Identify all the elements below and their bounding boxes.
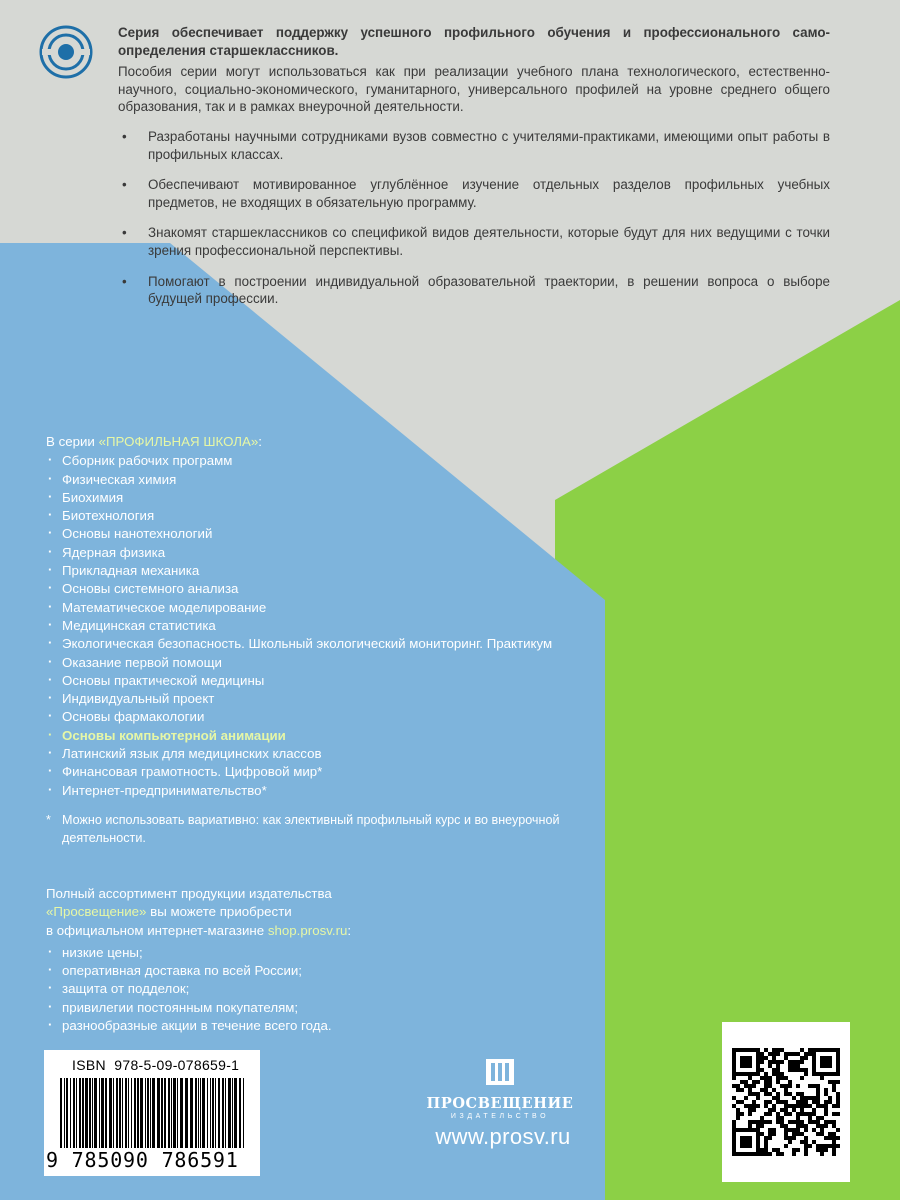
feature-list (118, 128, 830, 308)
series-name: «ПРОФИЛЬНАЯ ШКОЛА» (98, 434, 259, 449)
list-item: · Финансовая грамотность. Цифровой мир* (46, 763, 606, 781)
list-item: · Биохимия (46, 489, 606, 507)
list-item: · Оказание первой помощи (46, 654, 606, 672)
publisher-logo (410, 1058, 590, 1120)
list-item: · Основы компьютерной анимации (46, 727, 606, 745)
list-item: · Физическая химия (46, 471, 606, 489)
list-item: · разнообразные акции в течение всего года. (46, 1017, 566, 1035)
publisher-subtitle: ИЗДАТЕЛЬСТВО (450, 1113, 550, 1120)
list-item: · защита от подделок; (46, 980, 566, 998)
list-item: · Медицинская статистика (46, 617, 606, 635)
list-item: · Основы практической медицины (46, 672, 606, 690)
list-item: · Латинский язык для медицинских классов (46, 745, 606, 763)
shop-info (46, 885, 566, 1035)
footnote: * Можно использовать вариативно: как элективный профильный курс и во внеурочной деятельности. (46, 812, 560, 845)
list-item: • Помогают в построении индивидуальной образовательной траектории, в решении вопроса о выборе будущей профессии. (118, 273, 830, 308)
series-description (118, 24, 830, 321)
isbn-number: ISBN 978-5-09-078659-1 (72, 1057, 240, 1073)
list-item: · Основы нанотехнологий (46, 525, 606, 543)
list-item: • Обеспечивают мотивированное углублённое изучение отдельных разделов профильных учебных предметов, не входящих в обязательную программу. (118, 176, 830, 211)
list-item: · Основы фармакологии (46, 708, 606, 726)
shop-line-2: «Просвещение» вы можете приобрести (46, 904, 292, 920)
series-logo-icon (38, 24, 94, 80)
shop-benefits (46, 944, 566, 1035)
series-lead: Серия обеспечивает поддержку успешного профильного обучения и профессионального самоопределения старшеклассников. (118, 25, 830, 58)
list-item: · Математическое моделирование (46, 599, 606, 617)
list-item: · Индивидуальный проект (46, 690, 606, 708)
shop-line-3: в официальном интернет-магазине shop.prosv.ru: (46, 922, 352, 938)
list-item: • Знакомят старшеклассников со спецификой видов деятельности, которые будут для них ведущими с точки зрения профессиональной перспективы. (118, 224, 830, 259)
list-item: · Экологическая безопасность. Школьный экологический мониторинг. Практикум (46, 635, 606, 653)
series-titles (46, 452, 606, 800)
list-item: · Сборник рабочих программ (46, 452, 606, 470)
isbn-block (44, 1050, 260, 1176)
list-item: · низкие цены; (46, 944, 566, 962)
shop-link[interactable]: shop.prosv.ru (267, 922, 348, 938)
publisher-book-icon (483, 1058, 517, 1086)
barcode-digits: 9 785090 786591 (46, 1148, 239, 1172)
list-item: · Биотехнология (46, 507, 606, 525)
qr-code-icon[interactable] (732, 1034, 840, 1172)
list-item: · привилегии постоянным покупателям; (46, 999, 566, 1017)
list-item: · Основы системного анализа (46, 580, 606, 598)
publisher-name: ПРОСВЕЩЕНИЕ (426, 1095, 574, 1112)
qr-block (722, 1022, 850, 1182)
list-item: · Интернет-предпринимательство* (46, 782, 606, 800)
series-list (46, 433, 606, 847)
list-item: · Прикладная механика (46, 562, 606, 580)
series-heading: В серии «ПРОФИЛЬНАЯ ШКОЛА»: (46, 434, 262, 449)
shop-line-1: Полный ассортимент продукции издательства (46, 886, 332, 901)
barcode-icon (54, 1078, 250, 1148)
list-item: · оперативная доставка по всей России; (46, 962, 566, 980)
series-intro: Пособия серии могут использоваться как при реализации учебного плана технологического, естественно-научного, социально-экономического, гуманитарного, универсального профилей на уровне среднего общего образования, так и в рамках внеурочной деятельности. (118, 64, 830, 115)
list-item: • Разработаны научными сотрудниками вузов совместно с учителями-практиками, имеющими опыт работы в профильных классах. (118, 128, 830, 163)
publisher-website[interactable]: www.prosv.ru (435, 1124, 571, 1149)
list-item: · Ядерная физика (46, 544, 606, 562)
